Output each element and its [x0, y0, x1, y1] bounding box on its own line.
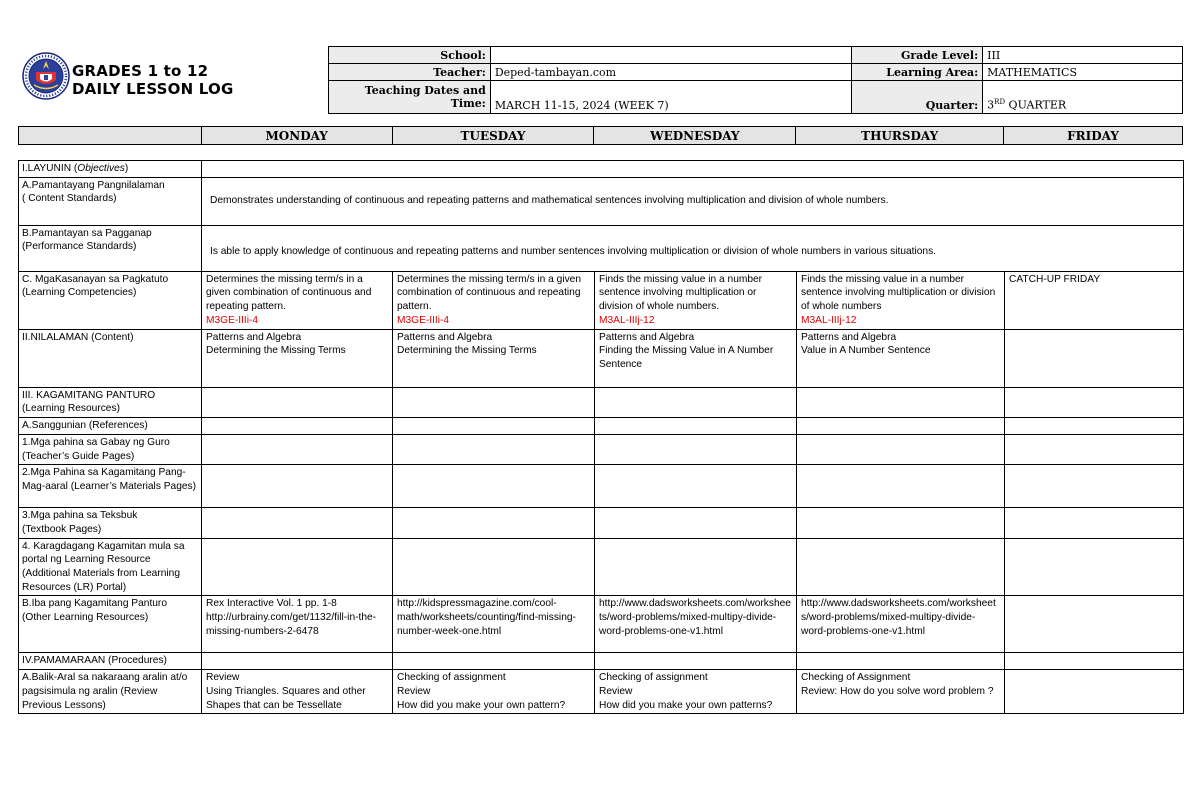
content-label: II.NILALAMAN (Content)	[19, 329, 202, 387]
cell-empty	[393, 508, 595, 538]
row-lr-portal	[19, 538, 1184, 596]
content-monday: Patterns and Algebra Determining the Missing Terms	[202, 329, 393, 387]
content-tuesday: Patterns and Algebra Determining the Missing Terms	[393, 329, 595, 387]
cell-empty	[1005, 538, 1184, 596]
cell-empty	[1005, 596, 1184, 653]
references-label: A.Sanggunian (References)	[19, 418, 202, 435]
day-header-row	[19, 127, 1183, 145]
performance-standards-text: Is able to apply knowledge of continuous and repeating patterns and number sentences involving multiplication or division of whole numbers in various situations.	[202, 225, 1184, 271]
row-teachers-guide	[19, 434, 1184, 464]
competency-tuesday	[393, 271, 595, 329]
grade-level-label: Grade Level:	[852, 47, 983, 64]
cell-empty	[1005, 508, 1184, 538]
procedures-label: IV.PAMAMARAAN (Procedures)	[19, 653, 202, 670]
cell-empty	[393, 434, 595, 464]
objectives-label-b: Objectives	[77, 163, 125, 174]
cell-empty	[1005, 465, 1184, 508]
other-resources-tuesday: http://kidspressmagazine.com/cool-math/worksheets/counting/find-missing-number-week-one.html	[393, 596, 595, 653]
competency-tuesday-code: M3GE-IIIi-4	[397, 314, 450, 326]
cell-empty	[1005, 670, 1184, 714]
row-learners-materials	[19, 465, 1184, 508]
cell-empty	[1005, 418, 1184, 435]
competency-thursday-code: M3AL-IIIj-12	[801, 314, 857, 326]
day-tuesday: TUESDAY	[392, 127, 594, 145]
learning-resources-label: III. KAGAMITANG PANTURO (Learning Resources)	[19, 387, 202, 417]
competency-wednesday-code: M3AL-IIIj-12	[599, 314, 655, 326]
cell-empty	[202, 418, 393, 435]
cell-empty	[393, 465, 595, 508]
header-left	[18, 46, 328, 112]
competency-monday-code: M3GE-IIIi-4	[206, 314, 259, 326]
row-references	[19, 418, 1184, 435]
review-thursday: Checking of Assignment Review: How do you solve word problem ?	[797, 670, 1005, 714]
cell-empty	[393, 653, 595, 670]
other-resources-wednesday: http://www.dadsworksheets.com/worksheets/word-problems/mixed-multipy-divide-word-problems-one-v1.html	[595, 596, 797, 653]
learners-materials-label: 2.Mga Pahina sa Kagamitang Pang-Mag-aaral (Learner’s Materials Pages)	[19, 465, 202, 508]
content-friday	[1005, 329, 1184, 387]
competency-wednesday-text: Finds the missing value in a number sentence involving multiplication or division of whole numbers.	[599, 273, 763, 313]
other-resources-label: B.Iba pang Kagamitang Panturo (Other Learning Resources)	[19, 596, 202, 653]
other-resources-thursday: http://www.dadsworksheets.com/worksheets/word-problems/mixed-multipy-divide-word-problems-one-v1.html	[797, 596, 1005, 653]
quarter-value	[983, 81, 1183, 114]
cell-empty	[202, 387, 393, 417]
school-label: School:	[329, 47, 491, 64]
cell-empty	[202, 434, 393, 464]
review-label: A.Balik-Aral sa nakaraang aralin at/o pagsisimula ng aralin (Review Previous Lessons)	[19, 670, 202, 714]
info-row-2	[329, 64, 1183, 81]
school-value	[490, 47, 851, 64]
objectives-label-a: I.LAYUNIN (	[22, 163, 78, 174]
cell-empty	[595, 653, 797, 670]
cell-empty	[595, 434, 797, 464]
cell-empty	[595, 538, 797, 596]
cell-empty	[202, 653, 393, 670]
objectives-label	[19, 161, 202, 178]
row-procedures	[19, 653, 1184, 670]
day-header-blank	[19, 127, 202, 145]
row-learning-resources	[19, 387, 1184, 417]
row-review	[19, 670, 1184, 714]
competency-monday	[202, 271, 393, 329]
quarter-superscript: RD	[994, 98, 1006, 107]
title-line-2: DAILY LESSON LOG	[72, 80, 234, 98]
cell-empty	[595, 418, 797, 435]
cell-empty	[1005, 434, 1184, 464]
cell-empty	[393, 538, 595, 596]
lesson-log-table	[18, 160, 1184, 714]
quarter-word: QUARTER	[1005, 99, 1067, 112]
grade-level-value: III	[983, 47, 1183, 64]
row-competencies	[19, 271, 1184, 329]
content-standards-label: A.Pamantayang Pangnilalaman ( Content Standards)	[19, 177, 202, 225]
learning-area-value: MATHEMATICS	[983, 64, 1183, 81]
info-row-1	[329, 47, 1183, 64]
cell-empty	[393, 418, 595, 435]
cell-empty	[202, 508, 393, 538]
textbook-label: 3.Mga pahina sa Teksbuk (Textbook Pages)	[19, 508, 202, 538]
cell-empty	[797, 653, 1005, 670]
content-thursday: Patterns and Algebra Value in A Number Sentence	[797, 329, 1005, 387]
teacher-label: Teacher:	[329, 64, 491, 81]
cell-empty	[1005, 387, 1184, 417]
review-tuesday: Checking of assignment Review How did you make your own pattern?	[393, 670, 595, 714]
deped-seal-icon	[22, 52, 70, 100]
content-wednesday: Patterns and Algebra Finding the Missing Value in A Number Sentence	[595, 329, 797, 387]
cell-empty	[595, 465, 797, 508]
day-thursday: THURSDAY	[796, 127, 1004, 145]
cell-empty	[595, 508, 797, 538]
review-monday: Review Using Triangles. Squares and other Shapes that can be Tessellate	[202, 670, 393, 714]
performance-standards-label: B.Pamantayan sa Pagganap (Performance Standards)	[19, 225, 202, 271]
lr-portal-label: 4. Karagdagang Kagamitan mula sa portal ng Learning Resource (Additional Materials from Learning Resources (LR) Portal)	[19, 538, 202, 596]
teacher-value: Deped-tambayan.com	[490, 64, 851, 81]
competency-monday-text: Determines the missing term/s in a given combination of continuous and repeating pattern.	[206, 273, 372, 313]
teaching-dates-label: Teaching Dates and Time:	[329, 81, 491, 114]
row-content	[19, 329, 1184, 387]
cell-empty	[1005, 653, 1184, 670]
cell-empty	[797, 418, 1005, 435]
cell-empty	[797, 465, 1005, 508]
day-wednesday: WEDNESDAY	[594, 127, 796, 145]
other-resources-monday: Rex Interactive Vol. 1 pp. 1-8 http://urbrainy.com/get/1132/fill-in-the-missing-numbers-2-6478	[202, 596, 393, 653]
quarter-label: Quarter:	[852, 81, 983, 114]
cell-empty	[202, 465, 393, 508]
cell-empty	[595, 387, 797, 417]
competency-thursday-text: Finds the missing value in a number sentence involving multiplication or division of whole numbers	[801, 273, 996, 313]
quarter-number: 3	[987, 99, 995, 112]
info-row-3	[329, 81, 1183, 114]
competency-thursday	[797, 271, 1005, 329]
learning-area-label: Learning Area:	[852, 64, 983, 81]
row-content-standards	[19, 177, 1184, 225]
title-line-1: GRADES 1 to 12	[72, 62, 209, 80]
teaching-dates-value: MARCH 11-15, 2024 (WEEK 7)	[490, 81, 851, 114]
day-friday: FRIDAY	[1004, 127, 1183, 145]
content-standards-text: Demonstrates understanding of continuous and repeating patterns and mathematical sentences involving multiplication and division of whole numbers.	[202, 177, 1184, 225]
objectives-label-c: )	[124, 163, 129, 174]
cell-empty	[797, 434, 1005, 464]
competency-tuesday-text: Determines the missing term/s in a given combination of continuous and repeating pattern.	[397, 273, 582, 313]
row-objectives	[19, 161, 1184, 178]
teachers-guide-label: 1.Mga pahina sa Gabay ng Guro (Teacher’s Guide Pages)	[19, 434, 202, 464]
day-monday: MONDAY	[201, 127, 392, 145]
objectives-cell	[202, 161, 1184, 178]
row-textbook	[19, 508, 1184, 538]
row-performance-standards	[19, 225, 1184, 271]
competencies-label: C. MgaKasanayan sa Pagkatuto (Learning Competencies)	[19, 271, 202, 329]
competency-wednesday	[595, 271, 797, 329]
row-other-resources	[19, 596, 1184, 653]
cell-empty	[797, 538, 1005, 596]
document-title	[72, 62, 234, 98]
review-wednesday: Checking of assignment Review How did you make your own patterns?	[595, 670, 797, 714]
day-header-table	[18, 126, 1183, 145]
cell-empty	[797, 508, 1005, 538]
cell-empty	[202, 538, 393, 596]
cell-empty	[797, 387, 1005, 417]
competency-friday: CATCH-UP FRIDAY	[1005, 271, 1184, 329]
info-table	[328, 46, 1183, 114]
cell-empty	[393, 387, 595, 417]
